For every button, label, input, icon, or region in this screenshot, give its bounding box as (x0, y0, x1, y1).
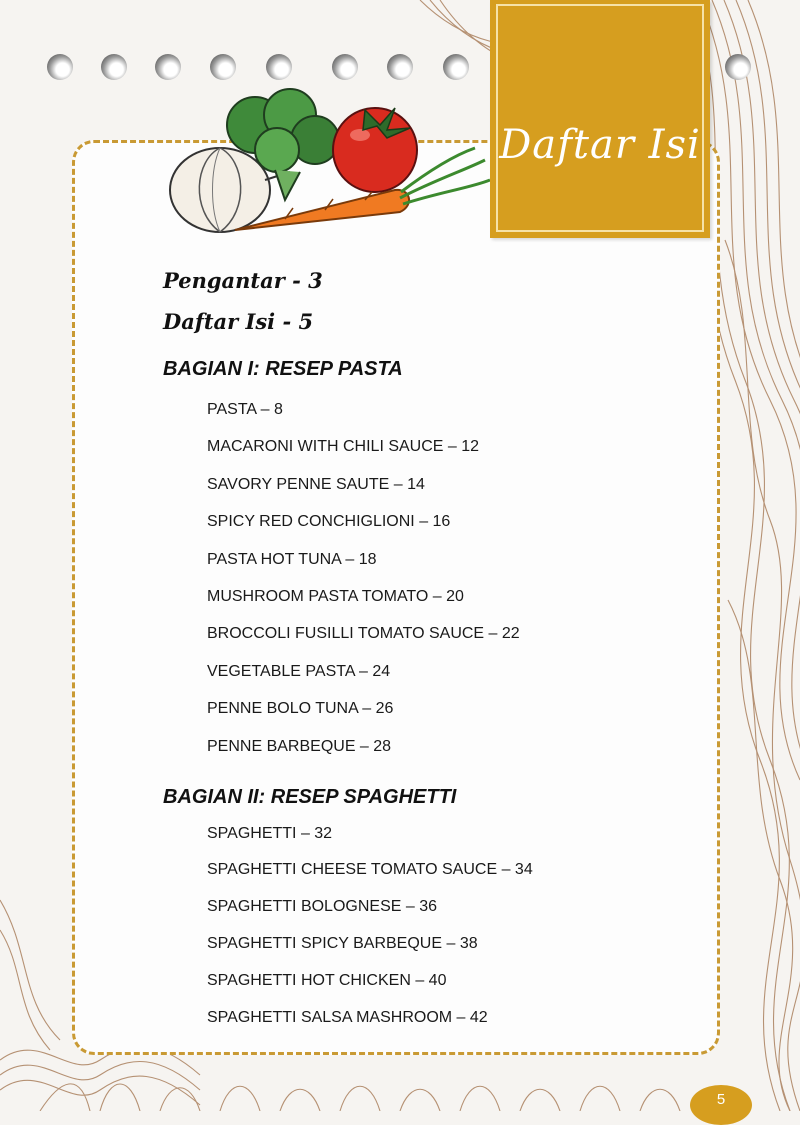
section-heading: BAGIAN I: RESEP PASTA (163, 358, 403, 380)
toc-entry: MUSHROOM PASTA TOMATO – 20 (207, 588, 464, 605)
toc-entry: PENNE BOLO TUNA – 26 (207, 700, 394, 717)
toc-entry: SPAGHETTI CHEESE TOMATO SAUCE – 34 (207, 861, 533, 878)
toc-entry: BROCCOLI FUSILLI TOMATO SAUCE – 22 (207, 625, 520, 642)
toc-entry: PENNE BARBEQUE – 28 (207, 738, 392, 755)
toc-entry: SPAGHETTI SALSA MASHROOM – 42 (207, 1009, 488, 1026)
title-frame (496, 4, 704, 232)
toc-intro-entry: Pengantar - 3 (163, 268, 323, 293)
binder-hole-icon (47, 54, 73, 80)
toc-intro-entry: Daftar Isi - 5 (163, 309, 314, 334)
page-title: Daftar Isi (499, 122, 701, 168)
binder-hole-icon (210, 54, 236, 80)
section-heading: BAGIAN II: RESEP SPAGHETTI (163, 786, 457, 808)
toc-entry: PASTA – 8 (207, 401, 283, 418)
vegetables-illustration-icon (165, 80, 495, 245)
toc-entry: SPAGHETTI HOT CHICKEN – 40 (207, 972, 447, 989)
binder-hole-icon (443, 54, 469, 80)
binder-hole-icon (387, 54, 413, 80)
binder-hole-icon (155, 54, 181, 80)
toc-entry: SPAGHETTI BOLOGNESE – 36 (207, 898, 437, 915)
binder-hole-icon (266, 54, 292, 80)
toc-entry: SPICY RED CONCHIGLIONI – 16 (207, 513, 451, 530)
toc-entry: MACARONI WITH CHILI SAUCE – 12 (207, 438, 480, 455)
title-box (490, 0, 710, 238)
toc-entry: SAVORY PENNE SAUTE – 14 (207, 476, 425, 493)
toc-entry: PASTA HOT TUNA – 18 (207, 551, 377, 568)
binder-hole-icon (725, 54, 751, 80)
toc-entry: SPAGHETTI – 32 (207, 825, 333, 842)
binder-hole-icon (101, 54, 127, 80)
binder-hole-icon (332, 54, 358, 80)
toc-entry: VEGETABLE PASTA – 24 (207, 663, 391, 680)
page-number-badge: 5 (690, 1085, 752, 1125)
toc-entry: SPAGHETTI SPICY BARBEQUE – 38 (207, 935, 478, 952)
